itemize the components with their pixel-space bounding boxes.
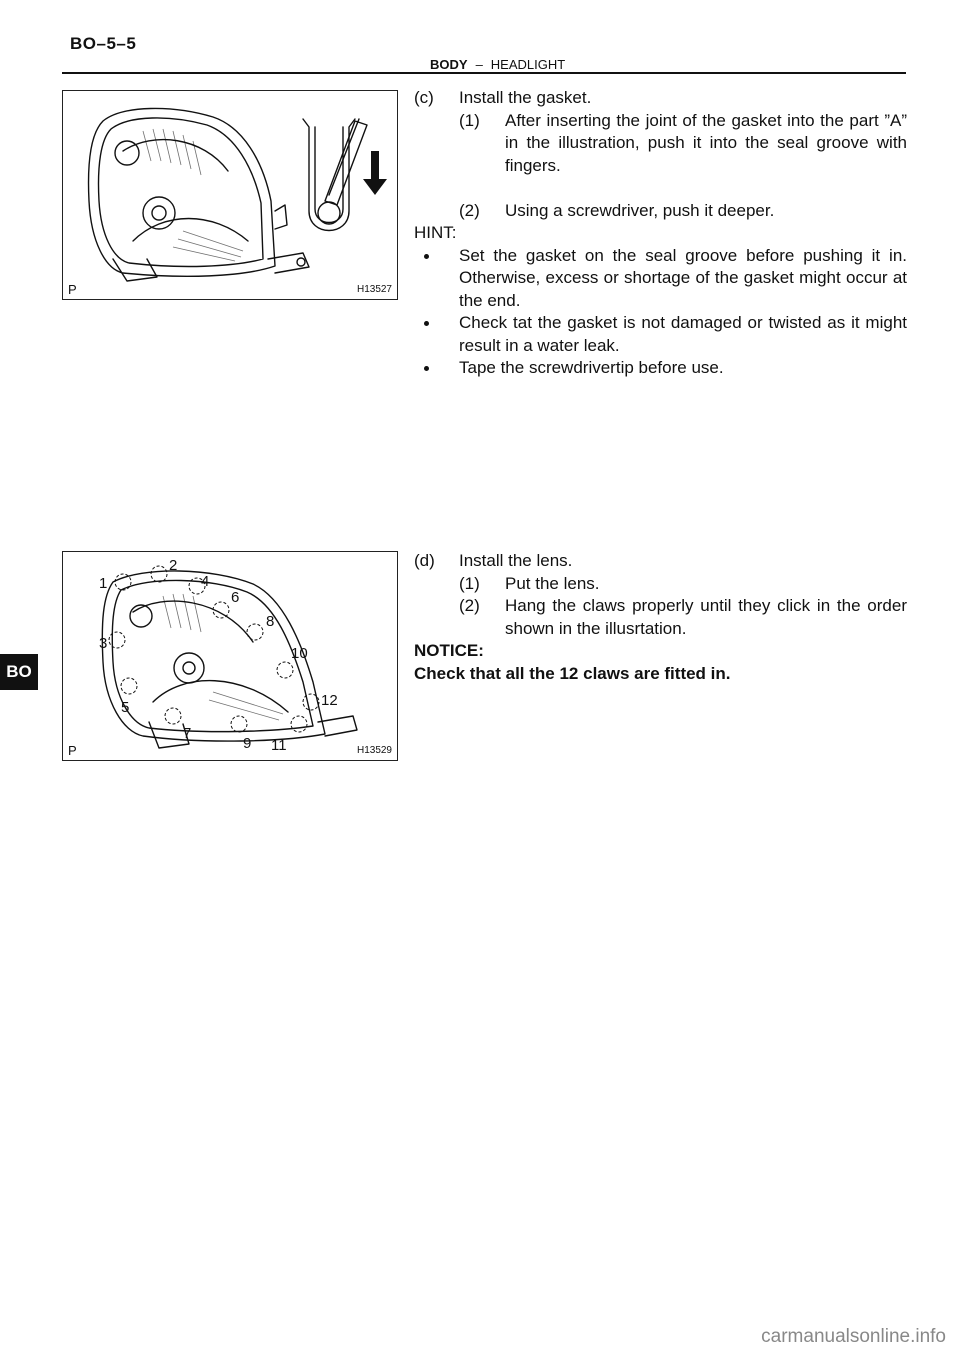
page-code: BO–5–5: [70, 34, 137, 53]
substep-text: Hang the claws properly until they click in the order shown in the illusrtation.: [505, 596, 907, 638]
notice-label: NOTICE:: [414, 641, 484, 660]
hint-text: Check tat the gasket is not damaged or twisted as it might result in a water leak.: [459, 313, 907, 355]
claw-number: 3: [99, 635, 108, 652]
bullet-icon: [424, 321, 429, 326]
step-label: (c): [414, 88, 434, 107]
substep: [414, 110, 908, 200]
substep-text: Put the lens.: [505, 573, 600, 593]
hint-text: Set the gasket on the seal groove before pushing it in. Otherwise, excess or shortage of the gasket might occur at the end.: [459, 245, 907, 310]
hint-label: HINT:: [414, 223, 457, 242]
claw-number-labels: [99, 557, 338, 754]
hint-text: Tape the screwdrivertip before use.: [459, 358, 724, 377]
headlight-gasket-drawing: [63, 91, 397, 299]
claw-number: 11: [271, 737, 287, 754]
claw-number: 2: [169, 557, 178, 574]
hint-item: [414, 357, 908, 380]
figure-corner-label: P: [68, 282, 77, 297]
step-title: Install the lens.: [459, 551, 573, 570]
watermark: carmanualsonline.info: [761, 1326, 946, 1347]
header-rule: [62, 72, 906, 74]
substep: [414, 595, 908, 640]
figure-id: H13529: [356, 745, 392, 756]
step-d-heading: [414, 550, 908, 573]
claw-number: 12: [321, 692, 338, 709]
bullet-icon: [424, 366, 429, 371]
substep-label: (1): [459, 573, 480, 593]
subsection-title: HEADLIGHT: [490, 57, 566, 72]
figure-id: H13527: [356, 284, 392, 295]
claw-order-illustration: [62, 551, 398, 761]
claw-number: 10: [291, 645, 308, 662]
claw-number: 1: [99, 575, 108, 592]
step-c-block: [414, 87, 908, 380]
header-separator: –: [475, 57, 483, 72]
hint-heading: [414, 222, 908, 245]
claw-number: 9: [243, 735, 252, 752]
claw-number: 8: [266, 613, 275, 630]
section-title: BODY: [430, 57, 468, 72]
claw-number: 5: [121, 699, 130, 716]
substep-text: Using a screwdriver, push it deeper.: [505, 200, 775, 220]
notice-heading: [414, 640, 908, 663]
step-title: Install the gasket.: [459, 88, 592, 107]
substep-text: After inserting the joint of the gasket into the part ”A” in the illustration, push it into the seal groove with fingers.: [505, 110, 907, 175]
substep-label: (2): [459, 596, 480, 615]
step-d-block: [414, 550, 908, 685]
step-label: (d): [414, 551, 435, 570]
step-c-heading: [414, 87, 908, 110]
claw-number: 4: [201, 573, 210, 590]
substep: [414, 200, 908, 223]
substep-label: (1): [459, 110, 480, 130]
notice-text: Check that all the 12 claws are fitted in.: [414, 663, 731, 683]
claw-number: 6: [231, 589, 240, 606]
substep: [414, 573, 908, 596]
gasket-illustration: [62, 90, 398, 300]
bullet-icon: [424, 254, 429, 259]
substep-label: (2): [459, 200, 480, 220]
figure-corner-label: P: [68, 743, 77, 758]
hint-item: [414, 312, 908, 357]
headlight-claws-drawing: [63, 552, 397, 760]
hint-item: [414, 245, 908, 313]
section-side-tab: BO: [0, 654, 38, 690]
notice-text-line: [414, 663, 908, 686]
running-header: [430, 57, 565, 72]
claw-number: 7: [183, 725, 192, 742]
